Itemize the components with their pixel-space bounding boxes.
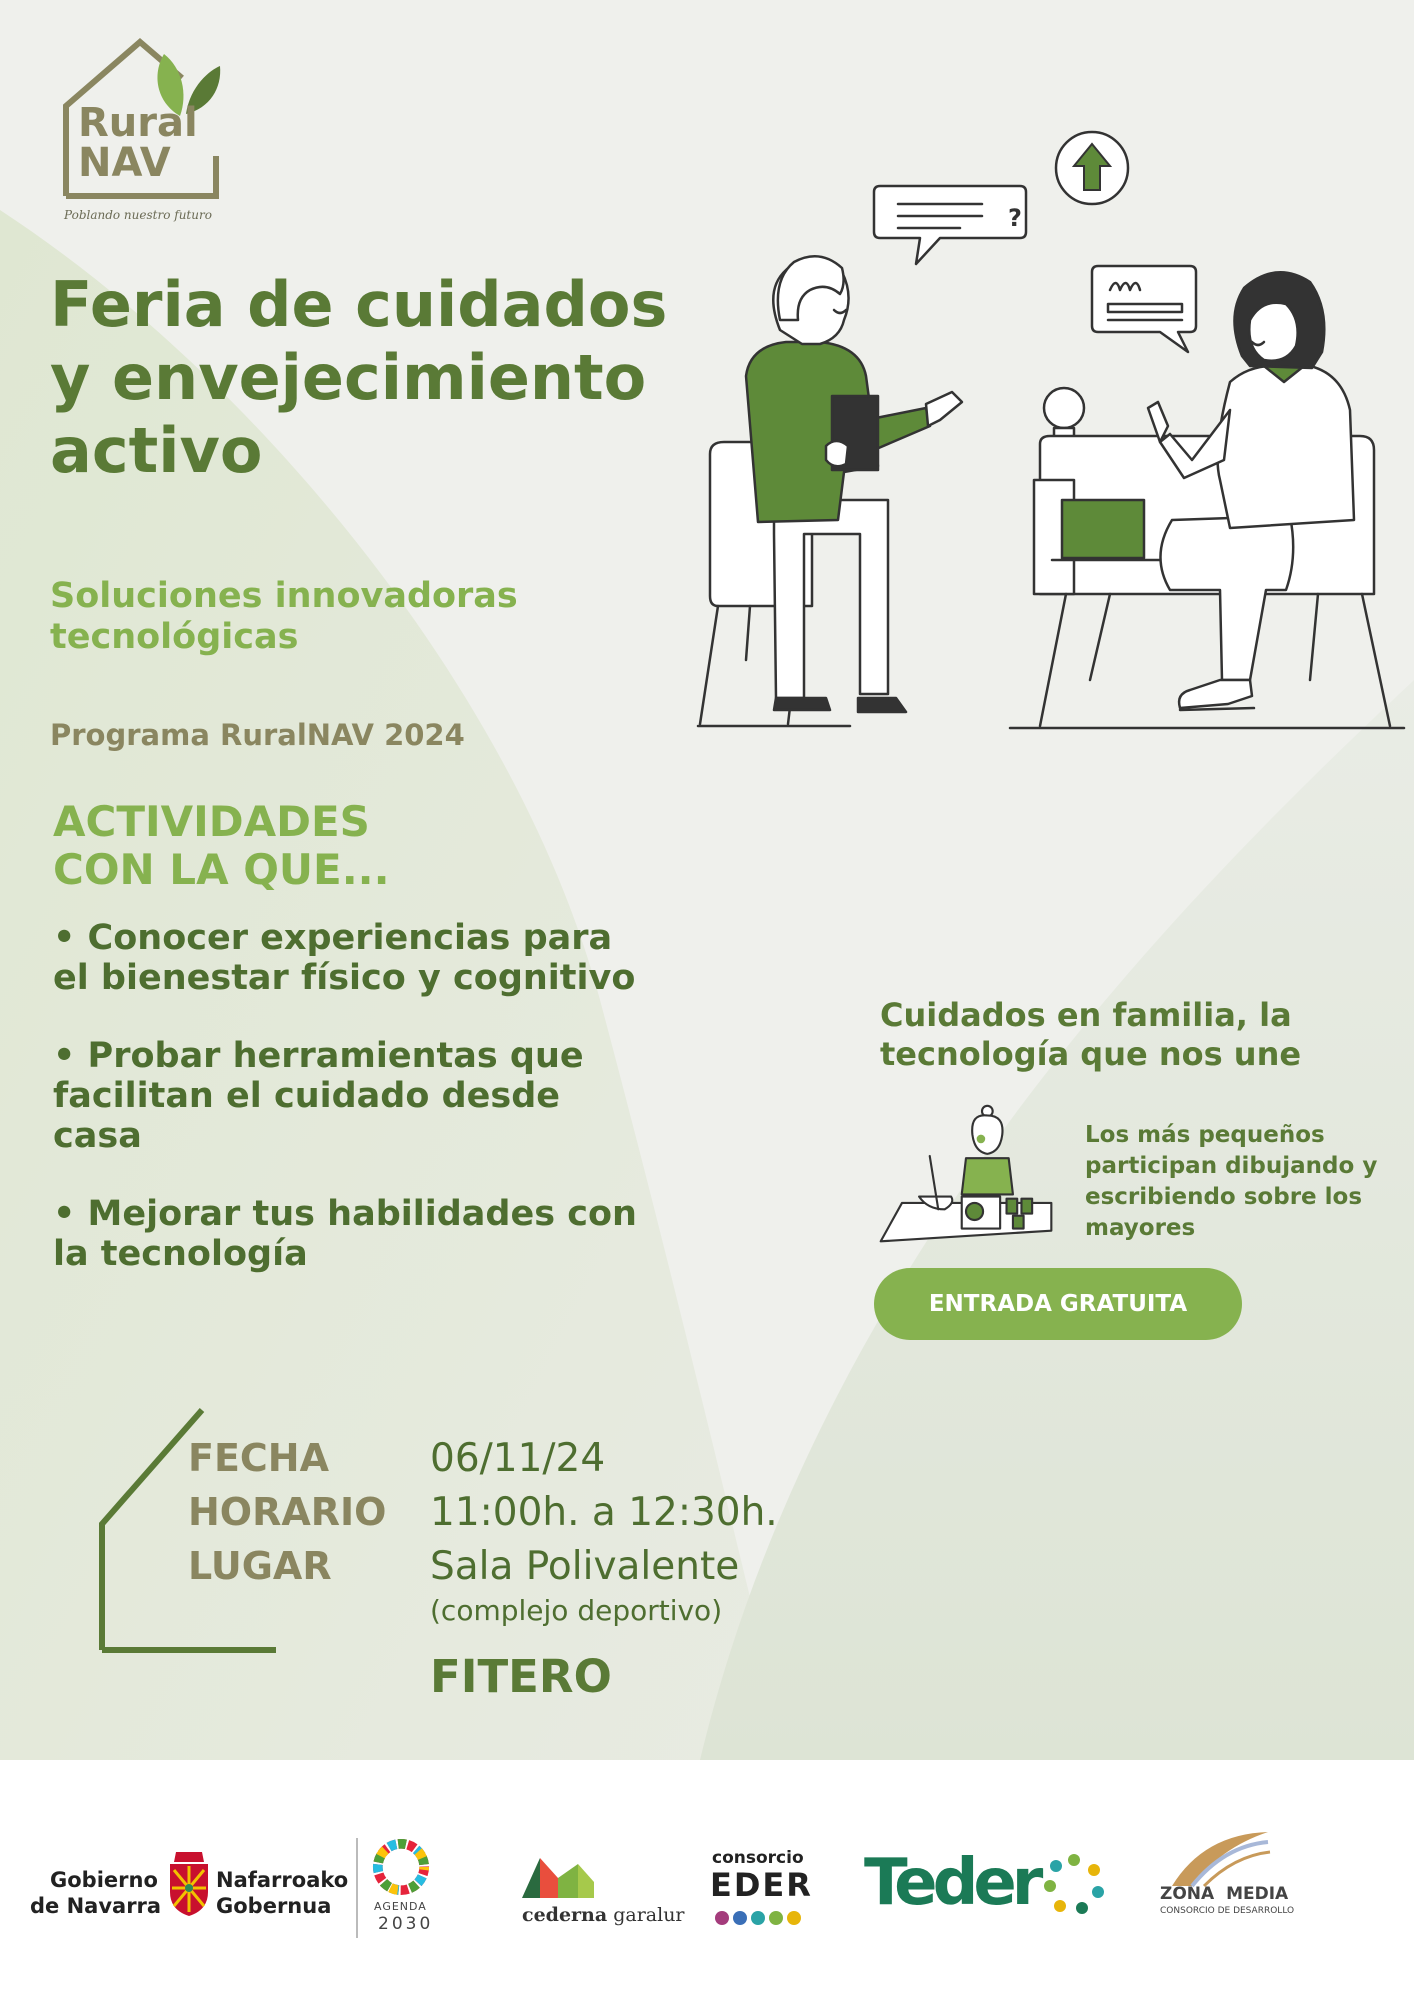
agenda-line1: AGENDA <box>374 1900 427 1913</box>
agenda-2030-wheel-icon <box>372 1838 430 1896</box>
logo-text-nav: NAV <box>78 140 171 186</box>
gobierno-es-line2: de Navarra <box>30 1894 162 1918</box>
cederna-logo-icon <box>518 1852 598 1902</box>
event-place: Sala Polivalente <box>430 1544 740 1589</box>
zona-media-title <box>1160 1884 1288 1904</box>
logo-tagline: Poblando nuestro futuro <box>64 208 212 222</box>
navarra-coat-of-arms-icon <box>164 1848 214 1918</box>
activity-item: • Conocer experiencias para el bienestar físico y cognitivo <box>53 918 636 998</box>
activities-list <box>53 918 643 1312</box>
eder-dots-icon <box>712 1908 802 1928</box>
eder-line2: EDER <box>710 1866 813 1904</box>
program-label: Programa RuralNAV 2024 <box>50 718 465 752</box>
cederna-text <box>522 1904 685 1926</box>
media-word: MEDIA <box>1226 1884 1289 1904</box>
agenda-line2: 2030 <box>378 1914 434 1934</box>
event-place-detail: (complejo deportivo) <box>430 1594 723 1627</box>
time-label: HORARIO <box>188 1490 387 1534</box>
place-label: LUGAR <box>188 1544 332 1588</box>
zona-media-swoosh-icon <box>1164 1828 1274 1888</box>
event-town: FITERO <box>430 1650 612 1703</box>
teder-wordmark: Teder <box>864 1846 1039 1920</box>
ruralnav-logo <box>60 36 230 231</box>
child-drawing-illustration <box>866 1092 1066 1252</box>
kids-note: Los más pequeños participan dibujando y escribiendo sobre los mayores <box>1085 1122 1378 1241</box>
zona-word: ZONA <box>1160 1884 1215 1904</box>
activities-heading-line1: ACTIVIDADES <box>53 797 370 846</box>
family-care-heading: Cuidados en familia, la tecnología que nos une <box>880 996 1302 1073</box>
activity-item: • Mejorar tus habilidades con la tecnología <box>53 1194 637 1274</box>
activity-item: • Probar herramientas que facilitan el cuidado desde casa <box>53 1036 584 1156</box>
zona-media-subtitle: CONSORCIO DE DESARROLLO <box>1160 1906 1295 1916</box>
teder-ring-icon <box>1042 1852 1106 1916</box>
conversation-illustration <box>690 120 1410 740</box>
event-date: 06/11/24 <box>430 1436 606 1481</box>
svg-text:?: ? <box>1008 204 1022 232</box>
activities-heading-line2: CON LA QUE... <box>53 845 390 894</box>
garalur-word: garalur <box>613 1904 685 1926</box>
gobierno-eu-line1: Nafarroako <box>216 1868 349 1892</box>
sponsor-footer <box>0 1760 1414 2000</box>
page-subtitle: Soluciones innovadoras tecnológicas <box>50 576 518 657</box>
page-title: Feria de cuidados y envejecimiento activo <box>50 268 668 487</box>
free-entry-button[interactable]: ENTRADA GRATUITA <box>874 1268 1242 1340</box>
activities-heading <box>53 798 553 894</box>
gobierno-es-line1: Gobierno <box>50 1868 158 1892</box>
event-time: 11:00h. a 12:30h. <box>430 1490 778 1535</box>
date-label: FECHA <box>188 1436 330 1480</box>
cederna-word: cederna <box>522 1904 608 1926</box>
footer-divider <box>356 1838 358 1938</box>
gobierno-eu-line2: Gobernua <box>216 1894 332 1918</box>
logo-text-rural: Rural <box>78 100 198 146</box>
eder-line1: consorcio <box>712 1848 804 1868</box>
